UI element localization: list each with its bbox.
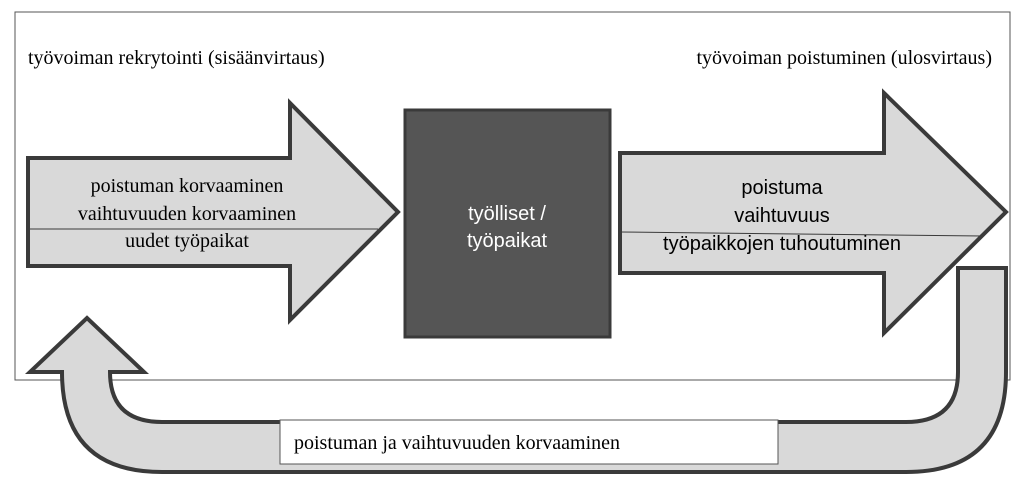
inflow-line-2: vaihtuvuuden korvaaminen	[77, 203, 297, 225]
outflow-line-3: työpaikkojen tuhoutuminen	[663, 233, 901, 255]
center-box-line-1: työlliset /	[468, 203, 546, 225]
outflow-line-2: vaihtuvuus	[734, 205, 830, 227]
outflow-line-1: poistuma	[741, 177, 823, 199]
inflow-line-3: uudet työpaikat	[125, 230, 249, 252]
center-box-line-2: työpaikat	[466, 230, 548, 252]
inflow-line-1: poistuman korvaaminen	[90, 175, 284, 197]
feedback-label: poistuman ja vaihtuvuuden korvaaminen	[294, 432, 621, 454]
inflow-heading: työvoiman rekrytointi (sisäänvirtaus)	[28, 47, 325, 69]
outflow-heading: työvoiman poistuminen (ulosvirtaus)	[696, 47, 992, 69]
